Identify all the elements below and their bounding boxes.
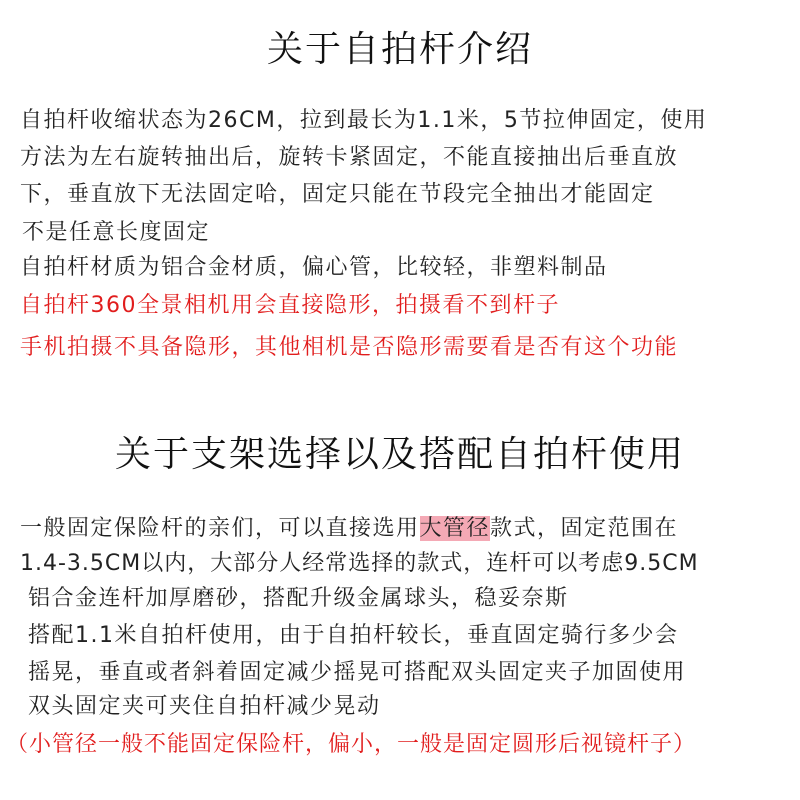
section1-title: 关于自拍杆介绍 [266,29,533,70]
section2-line-6: 双头固定夹可夹住自拍杆减少晃动 [28,694,381,719]
section2-line-1-start: 一般固定保险杆的亲们，可以直接选用 [20,516,420,541]
section2-red-note: （小管径一般不能固定保险杆，偏小，一般是固定圆形后视镜杆子） [6,732,697,757]
section1-line-2: 方法为左右旋转抽出后，旋转卡紧固定，不能直接抽出后垂直放 [20,145,679,170]
section1-red-line-2: 手机拍摄不具备隐形，其他相机是否隐形需要看是否有这个功能 [20,335,679,360]
section2-line-2: 1.4-3.5CM以内，大部分人经常选择的款式，连杆可以考虑9.5CM [20,551,699,576]
highlighted-term: 大管径 [419,516,491,541]
section2-line-1 [20,514,678,544]
section2-line-3: 铝合金连杆加厚磨砂，搭配升级金属球头，稳妥奈斯 [28,586,569,611]
section2-line-1-end: 款式，固定范围在 [490,516,679,541]
section1-line-5: 自拍杆材质为铝合金材质，偏心管，比较轻，非塑料制品 [20,255,608,280]
section2-line-5: 摇晃，垂直或者斜着固定减少摇晃可搭配双头固定夹子加固使用 [28,660,687,685]
section1-line-1: 自拍杆收缩状态为26CM，拉到最长为1.1米，5节拉伸固定，使用 [20,108,708,133]
section1-red-line-1: 自拍杆360全景相机用会直接隐形，拍摄看不到杆子 [20,293,560,318]
section1-line-3: 下，垂直放下无法固定哈，固定只能在节段完全抽出才能固定 [20,182,655,207]
section2-title: 关于支架选择以及搭配自拍杆使用 [114,434,685,475]
section2-line-4: 搭配1.1米自拍杆使用，由于自拍杆较长，垂直固定骑行多少会 [28,623,679,648]
section1-line-4: 不是任意长度固定 [22,220,211,245]
